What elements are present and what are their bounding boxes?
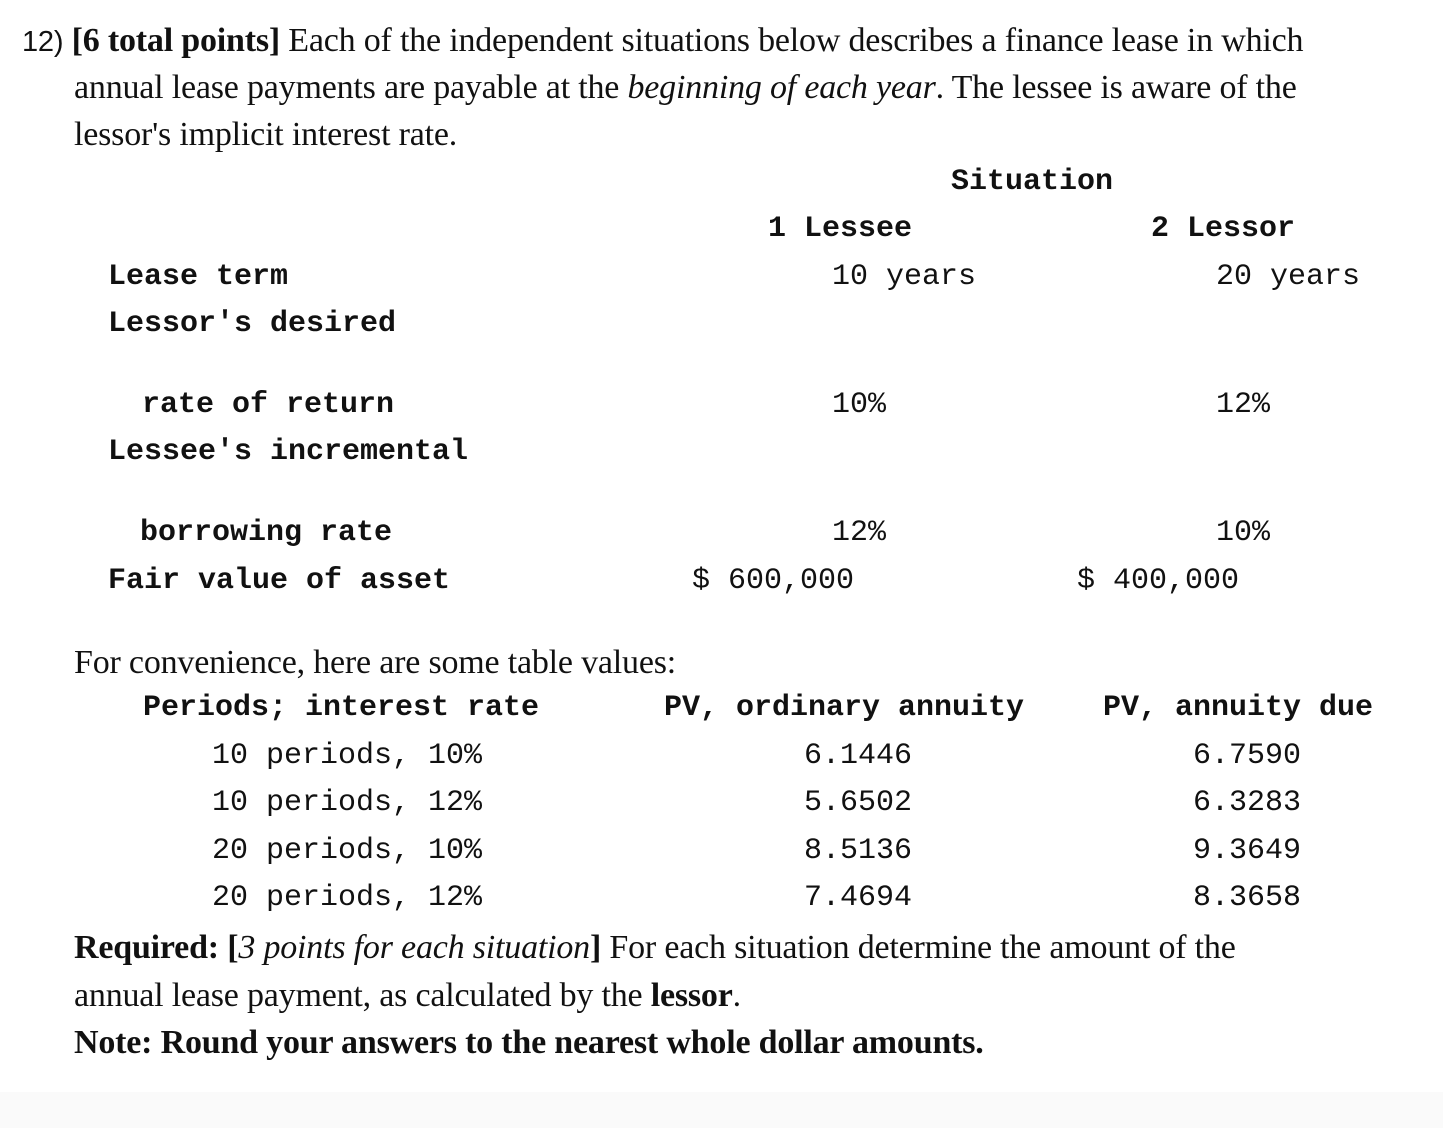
table-row-2-due: 6.3283 [1193,786,1302,820]
lease-term-label: Lease term [108,260,289,294]
question-line-3: lessor's implicit interest rate. [74,116,458,153]
borrowing-rate-col1: 12% [832,516,887,550]
required-line1-text: For each situation determine the amount of the [601,929,1236,966]
table-row-3-ordinary: 8.5136 [804,834,913,868]
table-row-2-periods: 10 periods, 12% [212,786,483,820]
required-line2-pre: annual lease payment, as calculated by the [74,977,651,1014]
borrowing-rate-col2: 10% [1216,516,1271,550]
situation-header: Situation [951,165,1114,199]
fair-value-col2: $ 400,000 [1077,564,1240,598]
question-line2-pre: annual lease payments are payable at the [74,69,628,106]
desired-rate-label-1: Lessor's desired [108,307,397,341]
table-row-3-due: 9.3649 [1193,834,1302,868]
required-line2-post: . [732,977,741,1014]
col2-header: 2 Lessor [1151,212,1296,246]
borrowing-rate-label-2: borrowing rate [140,516,393,550]
table-row-4-periods: 20 periods, 12% [212,881,483,915]
lease-term-col1: 10 years [832,260,977,294]
table-row-4-due: 8.3658 [1193,881,1302,915]
question-line2-italic: beginning of each year [627,69,936,106]
table-row-1-ordinary: 6.1446 [804,739,913,773]
required-bracket-close: ] [589,929,602,966]
table-row-4-ordinary: 7.4694 [804,881,913,915]
table-row-1-periods: 10 periods, 10% [212,739,483,773]
question-line1-text: Each of the independent situations below describes a finance lease in which [280,22,1304,59]
question-number: 12) [22,26,64,58]
fair-value-label: Fair value of asset [108,564,451,598]
question-line-1 [22,17,1432,66]
col1-header: 1 Lessee [768,212,913,246]
table-values-intro: For convenience, here are some table values: [74,644,676,681]
question-line-2 [74,64,1434,112]
required-line2-bold: lessor [650,977,733,1014]
required-line-1 [74,924,1434,972]
annuity-due-header: PV, annuity due [1103,691,1374,725]
table-row-3-periods: 20 periods, 10% [212,834,483,868]
fair-value-col1: $ 600,000 [692,564,855,598]
question-line2-post: . The lessee is aware of the [935,69,1297,106]
question-points: [6 total points] [71,22,280,59]
ordinary-annuity-header: PV, ordinary annuity [664,691,1025,725]
table-row-1-due: 6.7590 [1193,739,1302,773]
lease-term-col2: 20 years [1216,260,1361,294]
required-points: 3 points for each situation [238,929,590,966]
required-bracket-open: [ [218,929,239,966]
desired-rate-col1: 10% [832,388,887,422]
desired-rate-col2: 12% [1216,388,1271,422]
desired-rate-label-2: rate of return [142,388,395,422]
periods-header: Periods; interest rate [143,691,540,725]
required-line-2 [74,972,1434,1020]
table-row-2-ordinary: 5.6502 [804,786,913,820]
rounding-note: Note: Round your answers to the nearest whole dollar amounts. [74,1024,984,1061]
page-bottom-band [0,1092,1443,1128]
borrowing-rate-label-1: Lessee's incremental [108,435,469,469]
required-label: Required: [74,929,219,966]
